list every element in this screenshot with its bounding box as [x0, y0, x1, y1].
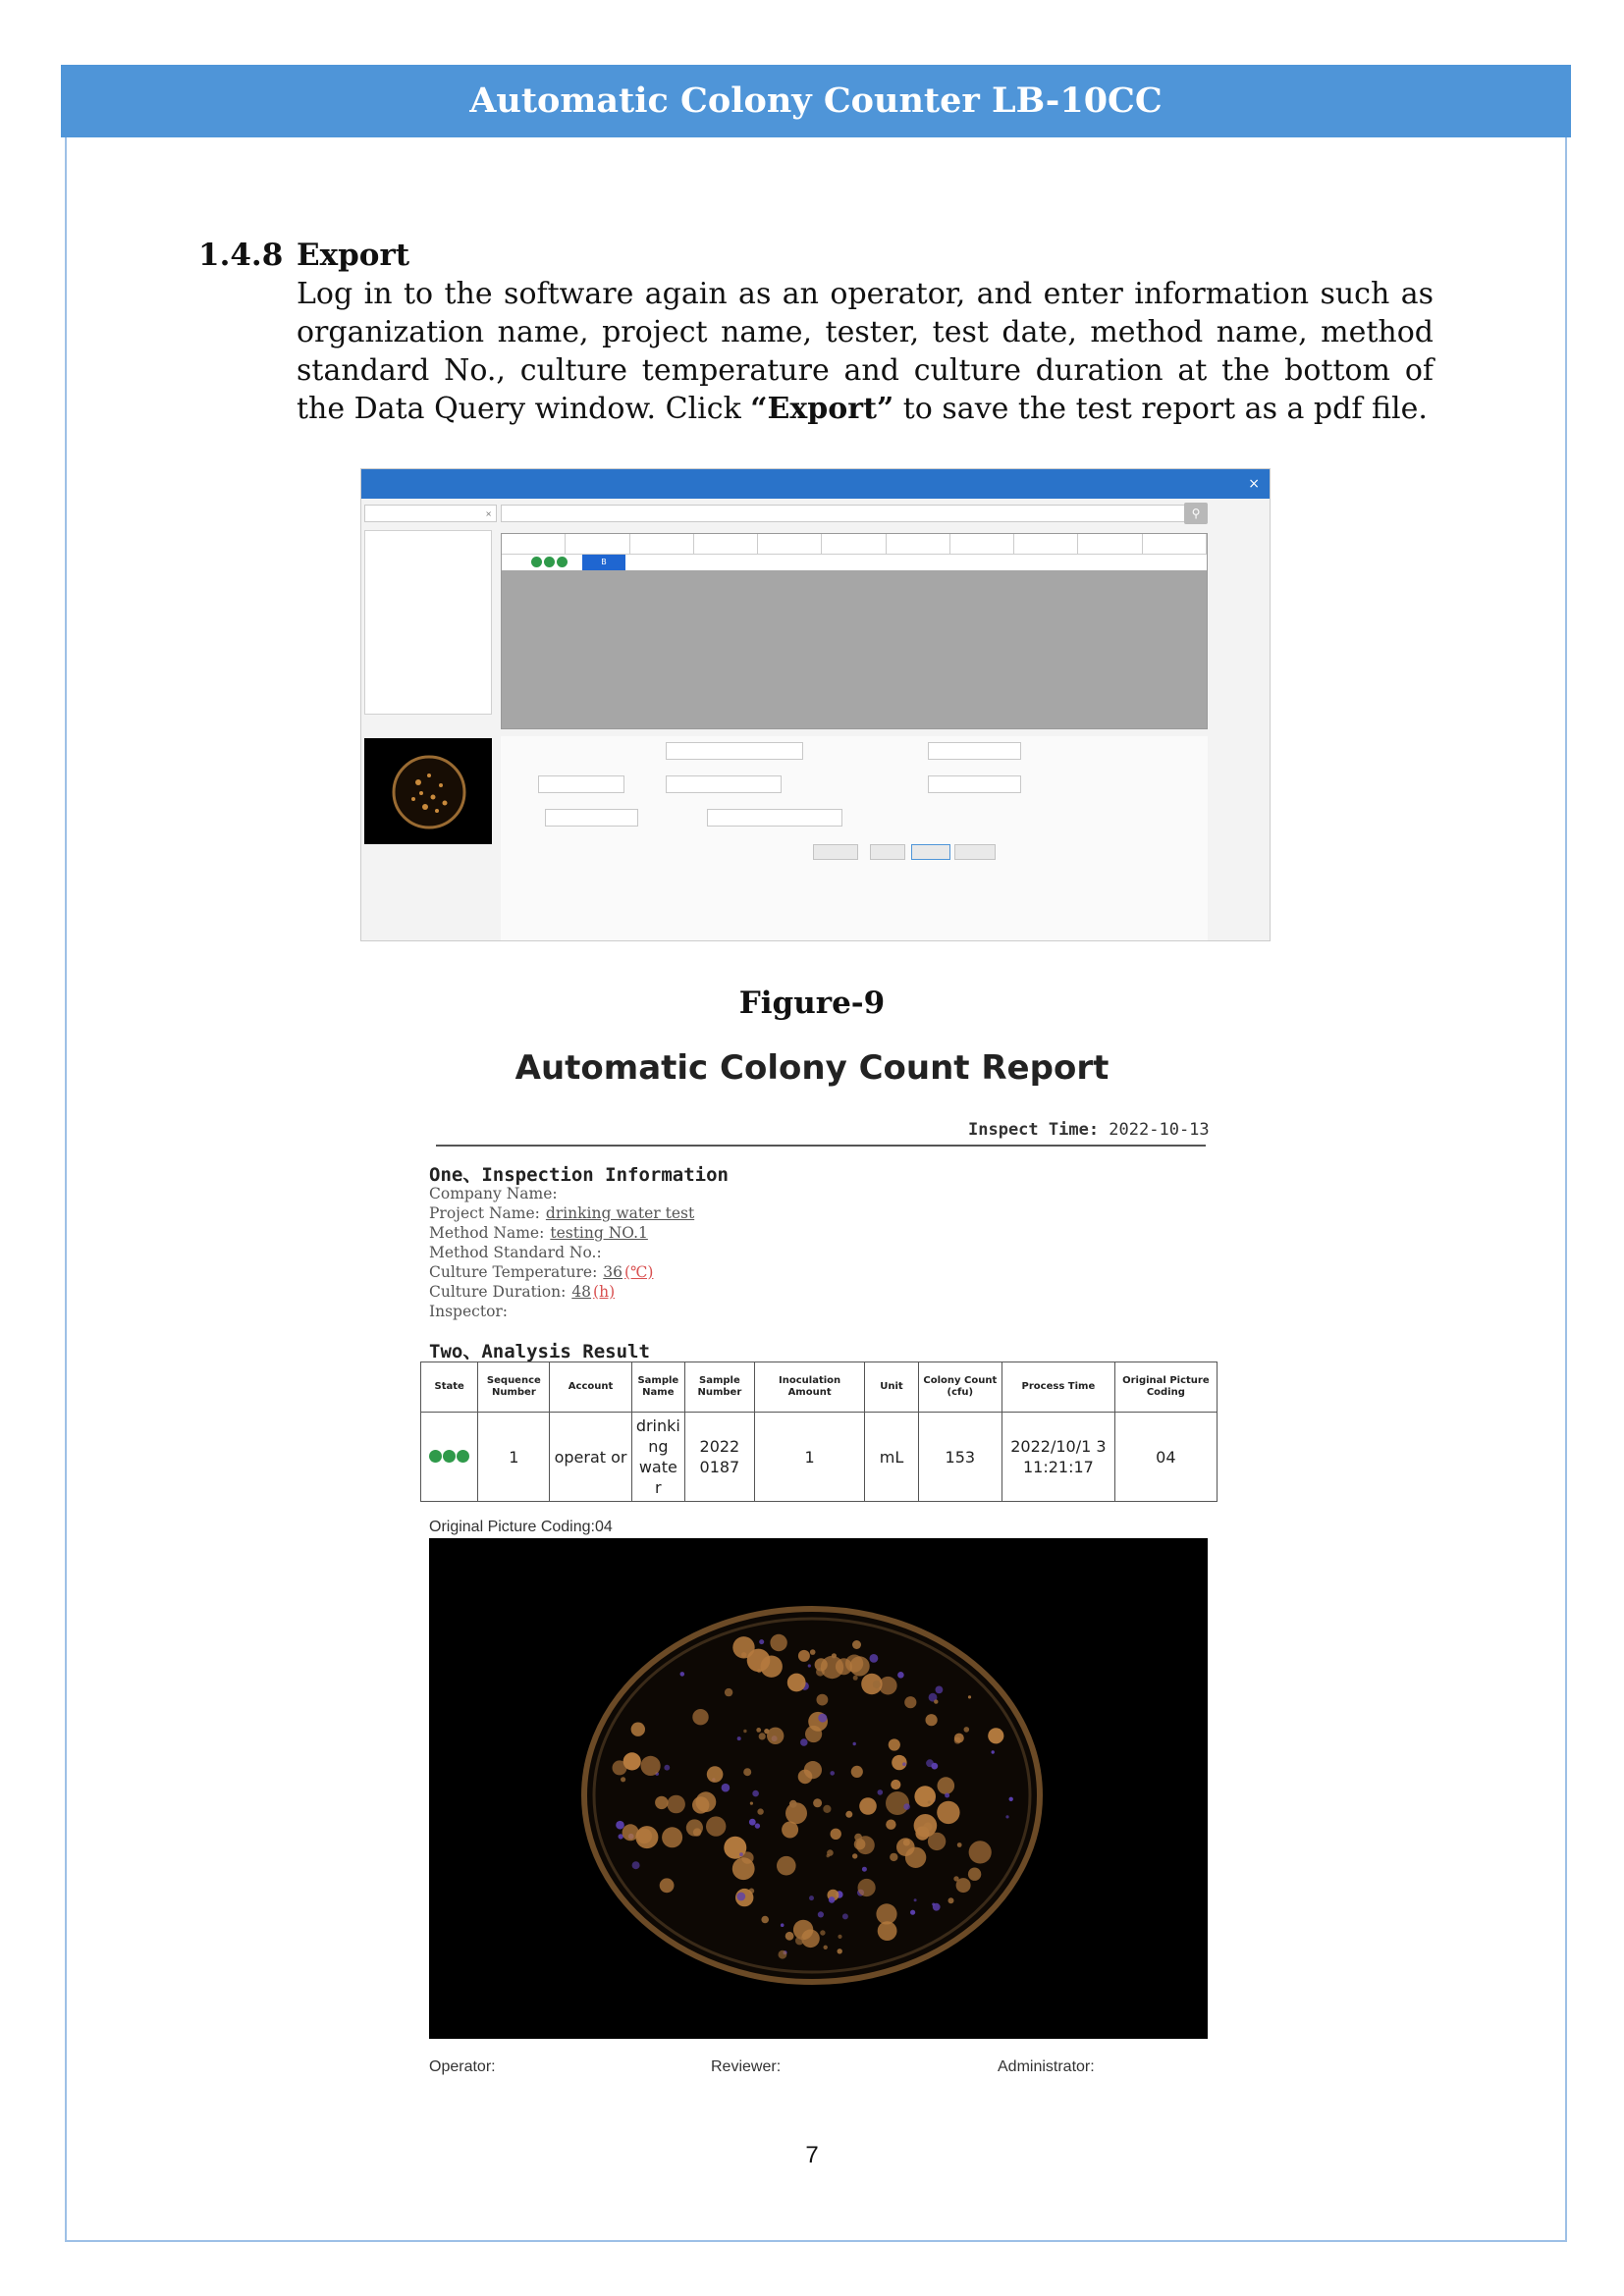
year-select: × [364, 505, 497, 522]
colony-spot [914, 1786, 936, 1807]
colony-spot [707, 1766, 724, 1783]
colony-spot [851, 1766, 863, 1778]
colony-spot [850, 1656, 870, 1676]
project-line [429, 1203, 694, 1223]
inspect-time [968, 1120, 1210, 1140]
colony-spot [636, 1829, 652, 1844]
table-header: State [421, 1362, 478, 1413]
petri-dish-image [429, 1538, 1208, 2039]
colony-spot [914, 1898, 917, 1901]
colony-plate-image [429, 1538, 1208, 2039]
colony-spot [934, 1699, 938, 1703]
colony-spot [743, 1730, 746, 1733]
inspector-line [429, 1302, 694, 1321]
colony-spot [789, 1800, 797, 1808]
colony-spot [761, 1656, 783, 1678]
colony-spot [889, 1738, 900, 1750]
colony-spot [680, 1672, 685, 1677]
colony-spot [897, 1672, 904, 1679]
inspector-label: Inspector: [429, 1303, 509, 1320]
colony-spot [755, 1823, 760, 1828]
duration-value: 48 [571, 1283, 592, 1301]
colony-spot [852, 1853, 857, 1858]
select-cell: B [582, 555, 625, 570]
table-row [421, 1413, 1218, 1502]
colony-spot [722, 1784, 731, 1792]
project-label: Project Name: [429, 1204, 540, 1222]
grid-header [502, 534, 1207, 554]
colony-spot [878, 1921, 897, 1941]
administrator-label: Administrator: [998, 2058, 1095, 2075]
colony-spot [725, 1688, 732, 1696]
colony-spot [827, 1854, 830, 1857]
colony-spot [770, 1634, 786, 1651]
colony-spot [838, 1935, 841, 1939]
colony-spot [739, 1852, 743, 1856]
colony-spot [968, 1868, 981, 1881]
page-number: 7 [805, 2142, 819, 2168]
close-icon: × [1248, 476, 1260, 492]
colony-spot [945, 1793, 949, 1798]
colony-spot [931, 1763, 938, 1770]
colony-spot [824, 1946, 828, 1949]
table-cell: 1 [754, 1413, 865, 1502]
inspect-time-value: 2022-10-13 [1099, 1120, 1210, 1140]
colony-spot [757, 1808, 763, 1814]
export-form [501, 736, 1208, 941]
colony-spot [686, 1819, 703, 1836]
colony-spot [641, 1756, 661, 1776]
table-header: Colony Count (cfu) [918, 1362, 1001, 1413]
colony-spot [968, 1695, 971, 1698]
colony-spot [823, 1805, 831, 1813]
table-cell: 153 [918, 1413, 1001, 1502]
petri-dish-thumbnail-image [364, 738, 492, 844]
colony-spot [936, 1686, 944, 1694]
temperature-value: 36 [603, 1263, 623, 1281]
method-value: testing NO.1 [550, 1224, 648, 1242]
date-list [364, 530, 492, 715]
colony-spot [910, 1910, 915, 1915]
colony-spot [859, 1797, 877, 1815]
colony-spot [756, 1728, 761, 1733]
culture-temp-field [545, 809, 638, 827]
body-text-end: to save the test report as a pdf file. [893, 392, 1428, 426]
colony-spot [616, 1821, 624, 1830]
colony-spot [969, 1841, 992, 1863]
colony-spot [660, 1878, 675, 1893]
company-label: Company Name: [429, 1185, 558, 1202]
colony-spot [631, 1723, 645, 1736]
colony-spot [873, 1681, 881, 1688]
inspection-info [429, 1184, 694, 1321]
colony-spot [988, 1728, 1003, 1743]
colony-spot [948, 1897, 954, 1903]
colony-spot [937, 1801, 959, 1824]
table-header: Account [550, 1362, 631, 1413]
colony-spot [810, 1649, 816, 1655]
colony-spot [785, 1932, 794, 1941]
colony-spot [1009, 1797, 1013, 1801]
colony-spot [928, 1800, 931, 1803]
colony-spot [954, 1734, 964, 1743]
status-dots-icon [429, 1447, 470, 1468]
colony-spot [737, 1736, 741, 1740]
section-number: 1.4.8 [198, 238, 284, 273]
analysis-result-heading: Two、Analysis Result [429, 1341, 650, 1362]
search-icon: ⚲ [1184, 503, 1208, 524]
colony-spot [759, 1639, 764, 1644]
body-text-start: Log in to the software again as an operator, and enter information such as organization name, project name, tester, test date, method name, method standard No., culture temperature and culture duration at the bottom of the Data Query window. Click [297, 277, 1434, 426]
culture-duration-field [707, 809, 842, 827]
colony-spot [830, 1771, 835, 1776]
colony-spot [696, 1791, 717, 1812]
table-cell: drinki ng wate r [631, 1413, 684, 1502]
table-header: Sample Name [631, 1362, 684, 1413]
colony-spot [813, 1798, 822, 1807]
colony-spot [667, 1795, 685, 1814]
colony-spot [692, 1709, 708, 1725]
colony-spot [764, 1729, 769, 1734]
section-title: Export [297, 238, 410, 273]
method-line [429, 1223, 694, 1243]
colony-thumbnail [364, 738, 492, 844]
colony-spot [903, 1803, 910, 1810]
colony-spot [805, 1726, 822, 1742]
colony-spot [904, 1696, 916, 1708]
table-header-row [421, 1362, 1218, 1413]
colony-spot [781, 1923, 785, 1927]
inspect-time-label: Inspect Time: [968, 1120, 1100, 1140]
project-field [666, 742, 803, 760]
method-standard-field [928, 775, 1021, 793]
search-input [501, 505, 1190, 522]
colony-spot [787, 1674, 806, 1692]
figure-caption: Figure-9 [738, 986, 886, 1021]
table-cell: 1 [478, 1413, 550, 1502]
colony-spot [761, 1916, 769, 1924]
table-cell: 04 [1114, 1413, 1217, 1502]
colony-spot [890, 1853, 897, 1861]
data-query-screenshot [360, 468, 1271, 941]
colony-spot [732, 1636, 754, 1658]
colony-spot [845, 1811, 852, 1818]
colony-spot [902, 1762, 906, 1766]
method-select [666, 775, 782, 793]
colony-spot [793, 1920, 813, 1940]
colony-spot [829, 1896, 836, 1903]
colony-spot [749, 1819, 756, 1826]
table-header: Inoculation Amount [754, 1362, 865, 1413]
method-standard-line [429, 1243, 694, 1262]
colony-spot [621, 1777, 625, 1782]
colony-spot [886, 1791, 909, 1815]
table-cell: 2022 0187 [684, 1413, 754, 1502]
colony-spot [820, 1930, 825, 1935]
colony-spot [662, 1827, 682, 1847]
colony-spot [832, 1653, 837, 1658]
section-body [297, 275, 1434, 428]
colony-spot [808, 1664, 811, 1667]
colony-spot [862, 1867, 867, 1872]
delete-button [870, 844, 905, 860]
temperature-unit: (℃) [624, 1263, 654, 1281]
organization-field [540, 742, 630, 760]
colony-spot [664, 1765, 670, 1771]
colony-spot [938, 1777, 955, 1794]
table-cell: 2022/10/1 3 11:21:17 [1002, 1413, 1115, 1502]
colony-spot [853, 1742, 856, 1745]
colony-spot [623, 1824, 639, 1841]
colony-spot [853, 1676, 858, 1681]
colony-spot [809, 1896, 814, 1900]
original-picture-caption: Original Picture Coding:04 [429, 1519, 613, 1535]
colony-spot [736, 1893, 745, 1901]
temperature-line [429, 1262, 694, 1282]
colony-spot [750, 1802, 753, 1805]
colony-spot [800, 1738, 808, 1746]
results-grid [501, 533, 1208, 729]
duration-label: Culture Duration: [429, 1283, 567, 1301]
colony-spot [804, 1761, 822, 1779]
page-header: Automatic Colony Counter LB-10CC [61, 65, 1571, 137]
colony-spot [879, 1677, 897, 1695]
colony-spot [777, 1856, 796, 1876]
body-text-export: “Export” [750, 392, 894, 426]
inspection-info-heading: One、Inspection Information [429, 1164, 729, 1186]
report-title: Automatic Colony Count Report [514, 1048, 1110, 1088]
colony-spot [870, 1654, 879, 1663]
window-titlebar [361, 469, 1270, 499]
colony-spot [817, 1694, 829, 1706]
colony-spot [891, 1780, 900, 1789]
company-line [429, 1184, 694, 1203]
tester-field [928, 742, 1021, 760]
table-cell: mL [865, 1413, 918, 1502]
project-value: drinking water test [545, 1204, 695, 1222]
duration-unit: (h) [593, 1283, 616, 1301]
colony-spot [752, 1790, 759, 1797]
colony-spot [992, 1750, 995, 1753]
query-button [813, 844, 858, 860]
test-date-field [538, 775, 624, 793]
colony-spot [878, 1789, 884, 1795]
table-header: Sample Number [684, 1362, 754, 1413]
reviewer-label: Reviewer: [711, 2058, 782, 2075]
analysis-result-table [420, 1362, 1218, 1502]
method-standard-label: Method Standard No.: [429, 1244, 602, 1261]
operator-label: Operator: [429, 2058, 496, 2075]
colony-spot [818, 1911, 824, 1917]
colony-spot [852, 1640, 861, 1649]
table-header: Sequence Number [478, 1362, 550, 1413]
colony-spot [741, 1851, 753, 1863]
table-header: Original Picture Coding [1114, 1362, 1217, 1413]
colony-spot [821, 1656, 843, 1679]
colony-spot [1005, 1815, 1008, 1818]
colony-spot [818, 1714, 827, 1723]
colony-spot [957, 1842, 962, 1847]
colony-spot [933, 1903, 941, 1911]
colony-spot [838, 1949, 842, 1953]
colony-spot [956, 1878, 971, 1893]
duration-line [429, 1282, 694, 1302]
colony-spot [896, 1838, 915, 1856]
colony-spot [928, 1833, 946, 1850]
colony-spot [842, 1913, 848, 1919]
table-header: Unit [865, 1362, 918, 1413]
colony-spot [767, 1728, 784, 1744]
colony-spot [886, 1820, 895, 1830]
colony-spot [858, 1879, 876, 1896]
colony-spot [623, 1752, 641, 1770]
grid-row [502, 554, 1207, 570]
export-excel-button [954, 844, 996, 860]
table-cell: operat or [550, 1413, 631, 1502]
colony-spot [854, 1834, 862, 1842]
colony-spot [779, 1950, 787, 1959]
table-header: Process Time [1002, 1362, 1115, 1413]
export-pdf-button [911, 844, 950, 860]
colony-spot [655, 1796, 668, 1809]
colony-spot [798, 1650, 810, 1662]
colony-spot [759, 1733, 766, 1739]
colony-spot [632, 1861, 640, 1869]
method-label: Method Name: [429, 1224, 545, 1242]
report-divider [436, 1145, 1206, 1147]
state-cell [421, 1413, 478, 1502]
colony-spot [831, 1829, 841, 1840]
colony-spot [743, 1768, 751, 1776]
temperature-label: Culture Temperature: [429, 1263, 598, 1281]
colony-spot [964, 1727, 970, 1733]
colony-spot [926, 1714, 938, 1726]
colony-spot [795, 1937, 804, 1946]
colony-spot [706, 1816, 726, 1836]
